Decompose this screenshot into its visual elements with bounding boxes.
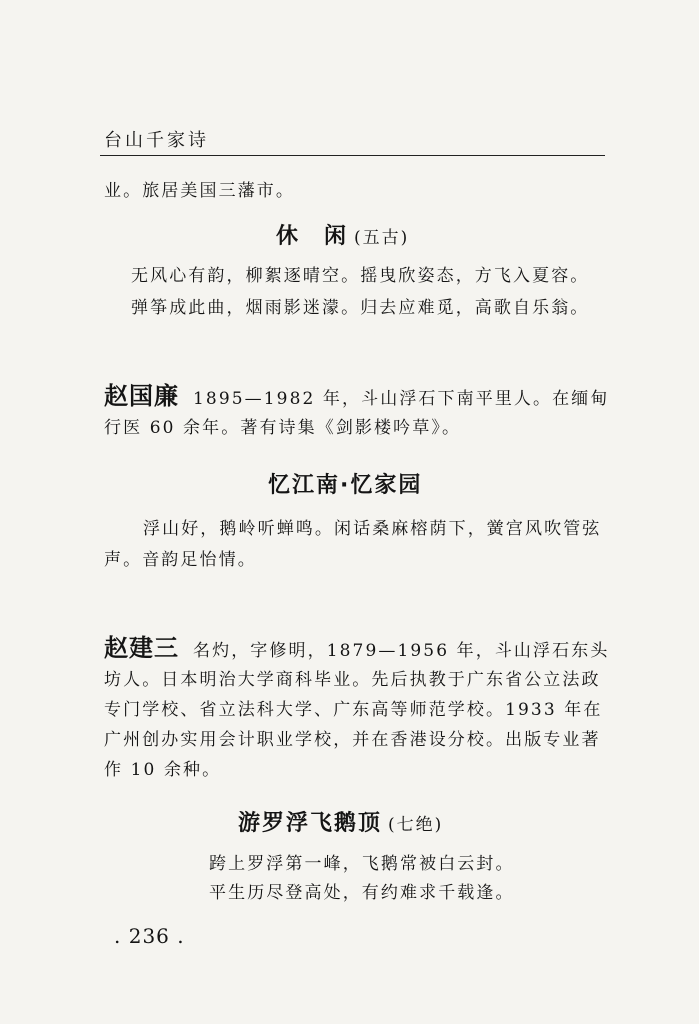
poem-line: 声。音韵足怡情。 — [104, 550, 257, 570]
header-rule — [100, 155, 605, 156]
running-head: 台山千家诗 — [104, 130, 209, 151]
author-bio: 1895—1982 年，斗山浮石下南平里人。在缅甸 — [193, 389, 610, 409]
author-entry-zhao-jiansan — [104, 628, 609, 663]
author-name: 赵国廉 — [104, 382, 179, 410]
poem-line: 跨上罗浮第一峰，飞鹅常被白云封。 — [209, 854, 515, 874]
author-bio-line: 坊人。日本明治大学商科毕业。先后执教于广东省公立法政 — [104, 670, 601, 690]
poem-form: (七绝) — [388, 815, 444, 835]
poem-line: 弹筝成此曲，烟雨影迷濛。归去应难觅，高歌自乐翁。 — [131, 298, 590, 318]
author-bio-line: 作 10 余种。 — [104, 760, 222, 780]
poem-form: (五古) — [354, 228, 410, 248]
author-name: 赵建三 — [104, 634, 179, 662]
poem-title-text: 游罗浮飞鹅顶 — [238, 811, 383, 836]
author-bio-line: 专门学校、省立法科大学、广东高等师范学校。1933 年在 — [104, 700, 603, 720]
poem-title-luofu — [238, 806, 443, 837]
author-bio: 名灼，字修明，1879—1956 年，斗山浮石东头 — [193, 641, 610, 661]
poem-line: 平生历尽登高处，有约难求千载逢。 — [209, 883, 515, 903]
author-bio-line: 行医 60 余年。著有诗集《剑影楼吟草》。 — [104, 418, 462, 438]
intro-end-line: 业。旅居美国三藩市。 — [104, 181, 295, 201]
poem-line: 无风心有韵，柳絮逐晴空。摇曳欣姿态，方飞入夏容。 — [131, 266, 590, 286]
poem-title-yijiangnan: 忆江南·忆家园 — [268, 473, 423, 498]
poem-title-text: 休 闲 — [276, 224, 349, 249]
poem-title-xiuxian — [276, 219, 409, 250]
author-bio-line: 广州创办实用会计职业学校，并在香港设分校。出版专业著 — [104, 730, 601, 750]
poem-line: 浮山好，鹅岭听蝉鸣。闲话桑麻榕荫下，黉宫风吹管弦 — [143, 519, 602, 539]
page-number: . 236 . — [114, 924, 185, 948]
author-entry-zhao-guolian — [104, 376, 609, 411]
